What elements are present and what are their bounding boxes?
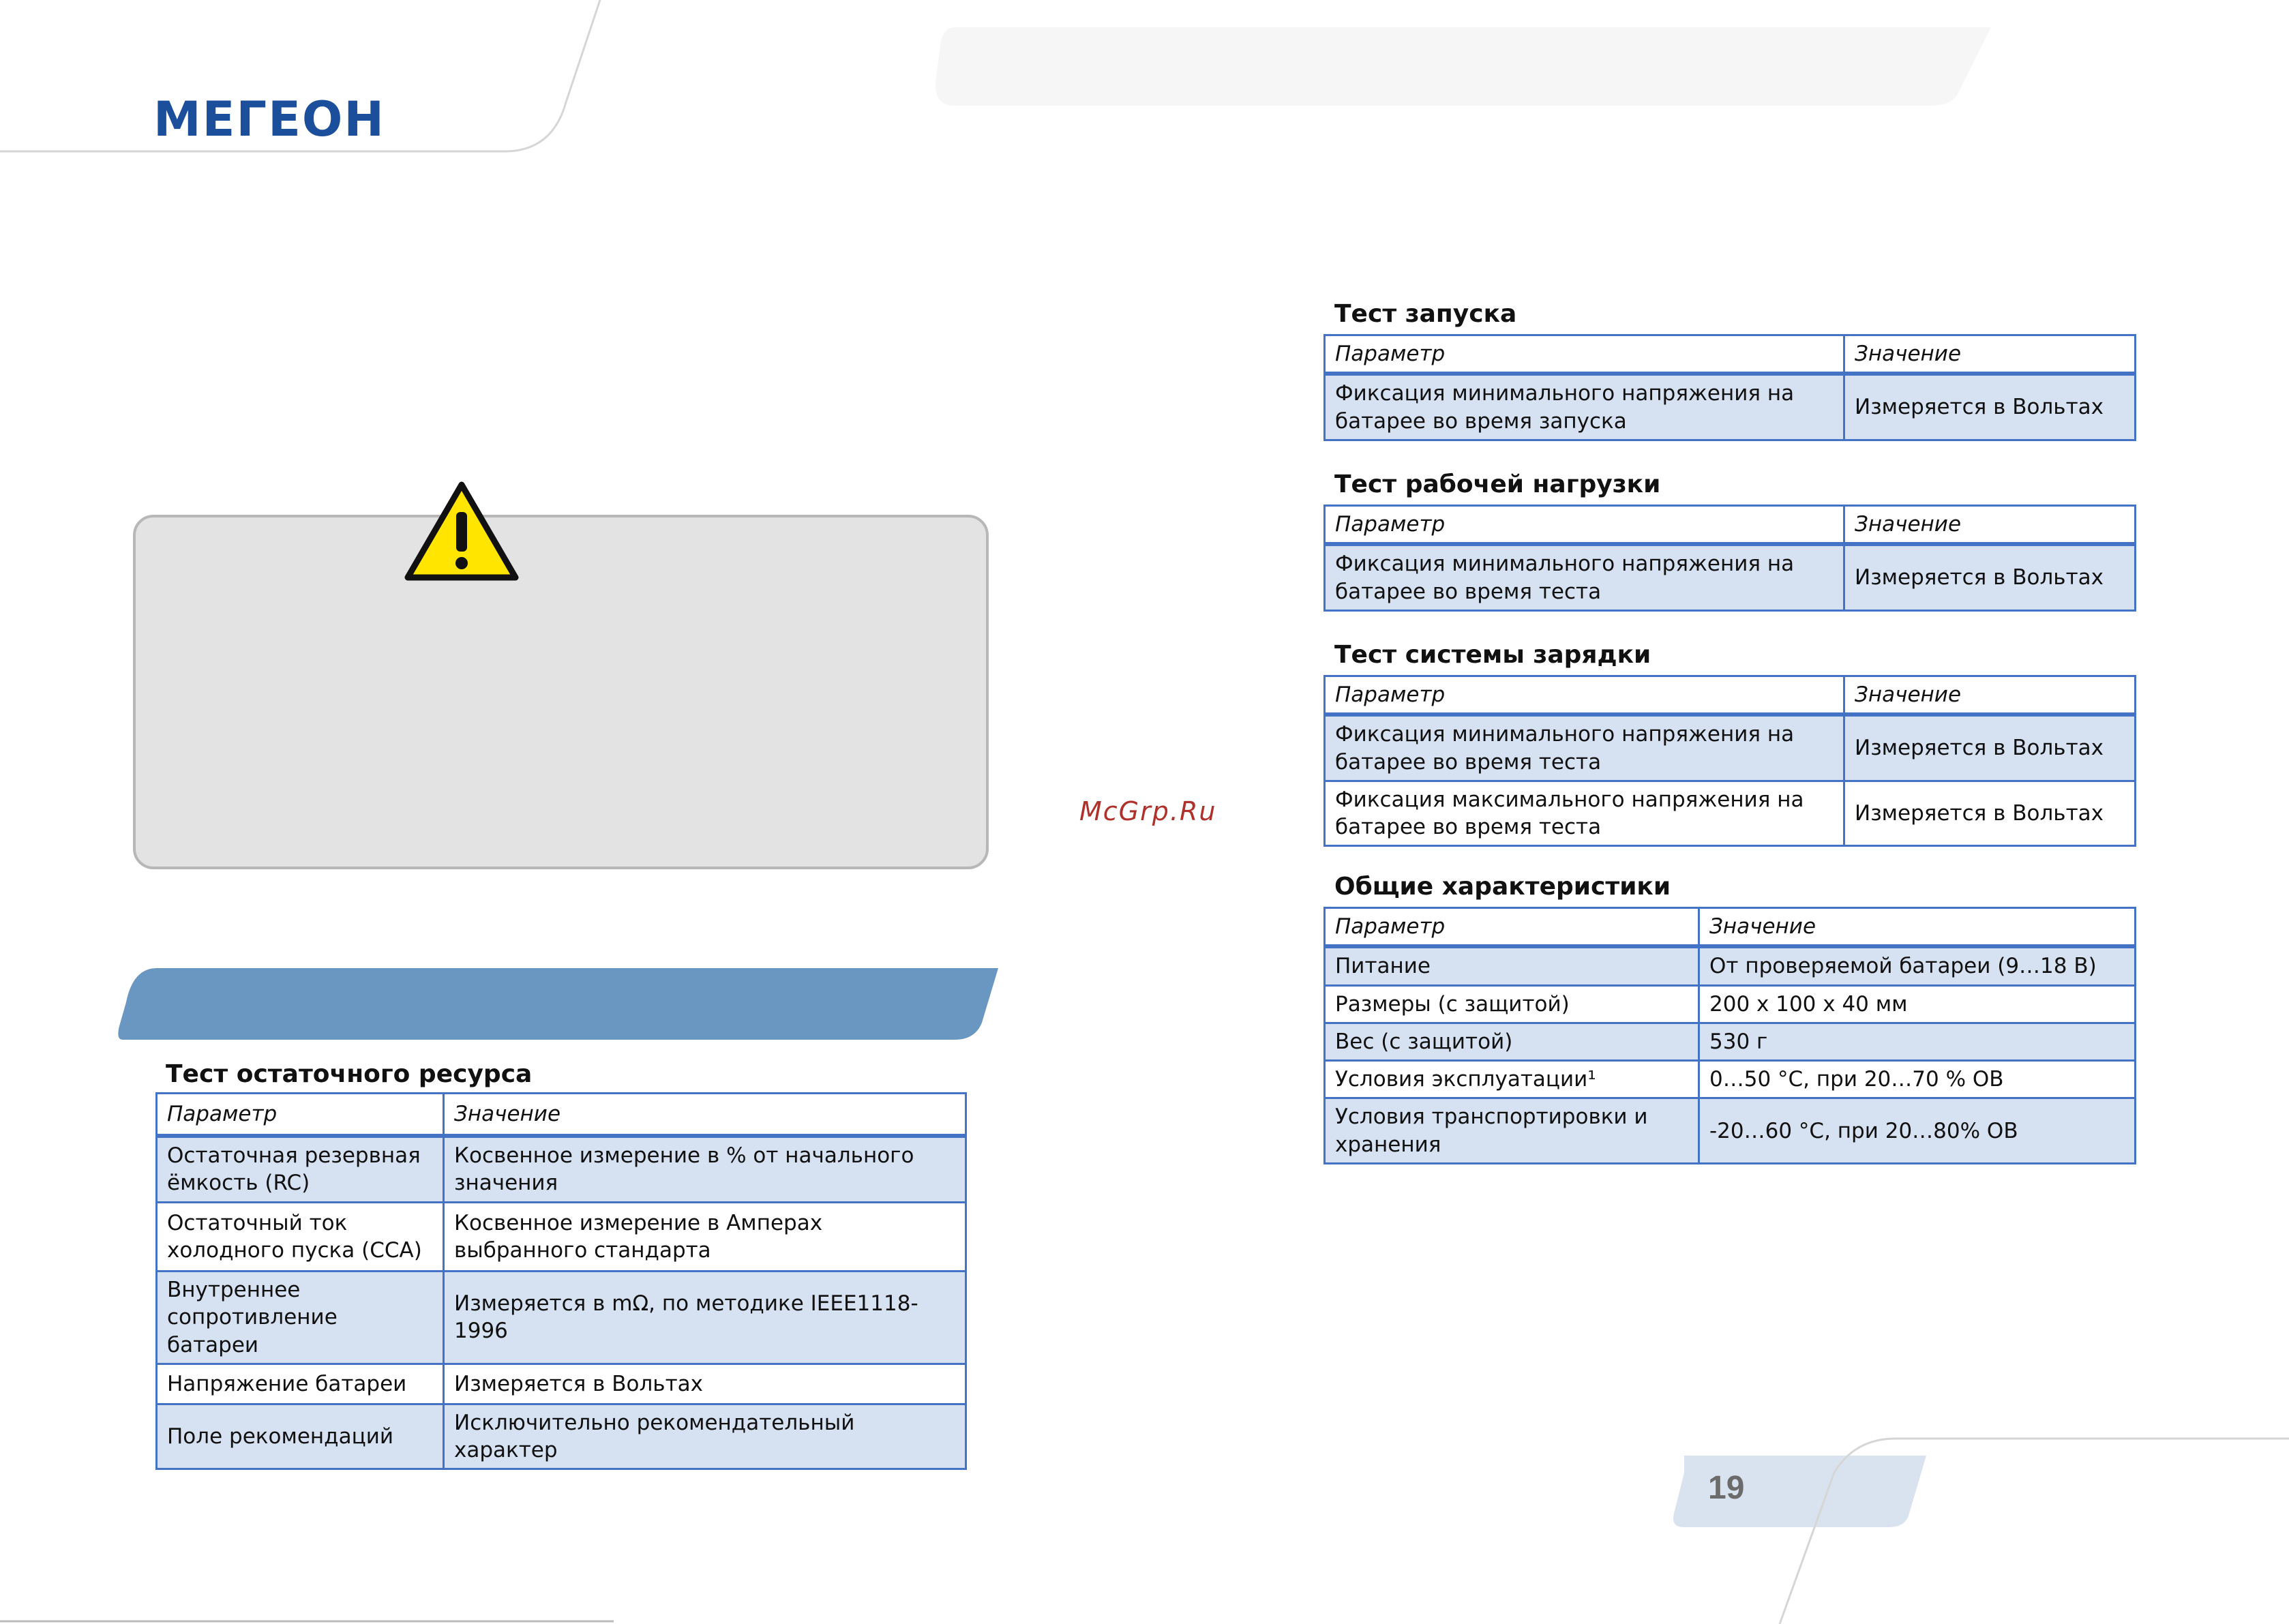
section-title-charging: Тест системы зарядки	[1334, 641, 1651, 669]
section-title-load: Тест рабочей нагрузки	[1334, 470, 1661, 498]
param-cell: Остаточная резервная ёмкость (RC)	[157, 1136, 444, 1203]
value-cell: Косвенное измерение в Амперах выбранного стандарта	[444, 1203, 966, 1272]
value-cell: -20…60 °C, при 20…80% ОВ	[1699, 1098, 2136, 1164]
param-cell: Условия транспортировки и хранения	[1325, 1098, 1699, 1164]
brand-logo: МЕГЕОН	[153, 91, 385, 147]
value-cell: Исключительно рекомендательный характер	[444, 1404, 966, 1469]
value-cell: Измеряется в Вольтах	[444, 1364, 966, 1404]
table-start	[1323, 334, 2136, 441]
param-cell: Фиксация максимального напряжения на батарее во время теста	[1325, 781, 1844, 846]
table-row	[1325, 1023, 2136, 1060]
table-header-row	[1325, 506, 2136, 545]
header-param: Параметр	[1325, 506, 1844, 545]
value-cell: 200 х 100 х 40 мм	[1699, 985, 2136, 1023]
header-value: Значение	[1844, 676, 2136, 715]
value-cell: 0…50 °C, при 20…70 % ОВ	[1699, 1061, 2136, 1098]
value-cell: Измеряется в Вольтах	[1844, 374, 2136, 440]
table-general	[1323, 907, 2136, 1164]
table-row	[1325, 715, 2136, 781]
param-cell: Напряжение батареи	[157, 1364, 444, 1404]
param-cell: Внутреннее сопротивление батареи	[157, 1272, 444, 1364]
header-value: Значение	[1844, 335, 2136, 374]
param-cell: Размеры (с защитой)	[1325, 985, 1699, 1023]
table-row	[1325, 781, 2136, 846]
header-param: Параметр	[1325, 335, 1844, 374]
value-cell: Измеряется в Вольтах	[1844, 544, 2136, 610]
header-value: Значение	[1844, 506, 2136, 545]
header-param: Параметр	[1325, 676, 1844, 715]
param-cell: Питание	[1325, 946, 1699, 985]
watermark: McGrp.Ru	[1079, 796, 1217, 826]
value-cell: Измеряется в Вольтах	[1844, 781, 2136, 846]
header-value: Значение	[444, 1094, 966, 1136]
value-cell: Косвенное измерение в % от начального значения	[444, 1136, 966, 1203]
table-row	[1325, 985, 2136, 1023]
table-header-row	[1325, 335, 2136, 374]
page-number: 19	[1708, 1470, 1745, 1506]
header-param: Параметр	[157, 1094, 444, 1136]
table-row	[1325, 1098, 2136, 1164]
header-param: Параметр	[1325, 908, 1699, 947]
table-header-row	[1325, 676, 2136, 715]
param-cell: Фиксация минимального напряжения на батарее во время теста	[1325, 715, 1844, 781]
table-row	[157, 1203, 966, 1272]
warning-box	[133, 515, 989, 869]
param-cell: Условия эксплуатации¹	[1325, 1061, 1699, 1098]
table-header-row	[157, 1094, 966, 1136]
value-cell: Измеряется в Вольтах	[1844, 715, 2136, 781]
param-cell: Остаточный ток холодного пуска (CCA)	[157, 1203, 444, 1272]
table-row	[157, 1272, 966, 1364]
table-load	[1323, 505, 2136, 612]
section-banner	[118, 968, 998, 1040]
table-residual	[155, 1092, 967, 1470]
table-row	[1325, 946, 2136, 985]
table-row	[157, 1136, 966, 1203]
header-value: Значение	[1699, 908, 2136, 947]
value-cell: От проверяемой батареи (9…18 В)	[1699, 946, 2136, 985]
table-row	[157, 1364, 966, 1404]
table-row	[1325, 544, 2136, 610]
value-cell: Измеряется в mΩ, по методике IEEE1118-1996	[444, 1272, 966, 1364]
table-row	[1325, 374, 2136, 440]
param-cell: Поле рекомендаций	[157, 1404, 444, 1469]
table-row	[157, 1404, 966, 1469]
value-cell: 530 г	[1699, 1023, 2136, 1060]
param-cell: Фиксация минимального напряжения на батарее во время запуска	[1325, 374, 1844, 440]
table-row	[1325, 1061, 2136, 1098]
table-header-row	[1325, 908, 2136, 947]
param-cell: Фиксация минимального напряжения на батарее во время теста	[1325, 544, 1844, 610]
table-charging	[1323, 675, 2136, 847]
section-title-general: Общие характеристики	[1334, 873, 1671, 901]
warning-triangle-icon	[404, 481, 520, 582]
param-cell: Вес (с защитой)	[1325, 1023, 1699, 1060]
section-title-residual: Тест остаточного ресурса	[166, 1060, 533, 1088]
section-title-start: Тест запуска	[1334, 300, 1517, 328]
